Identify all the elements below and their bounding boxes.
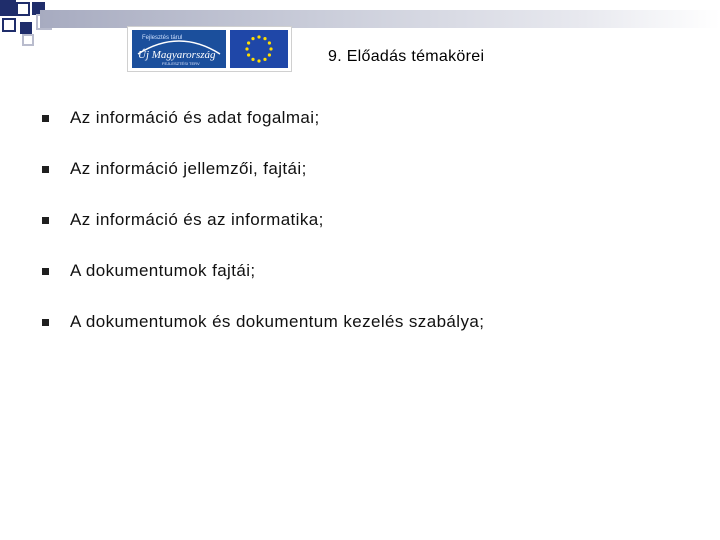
- decor-square-6: [20, 22, 32, 34]
- eu-flag-logo: [230, 30, 288, 68]
- logo-banner: [127, 26, 292, 72]
- list-item: [42, 210, 484, 261]
- decor-square-2: [16, 2, 30, 16]
- logo-caption: Fejlesztés tárul: [142, 35, 183, 41]
- decor-square-7: [22, 34, 34, 46]
- square-bullet-icon: [42, 268, 49, 275]
- uj-magyarorszag-logo-icon: [132, 30, 226, 68]
- list-item: [42, 108, 484, 159]
- square-bullet-icon: [42, 217, 49, 224]
- topic-list: [42, 108, 484, 363]
- list-item: [42, 159, 484, 210]
- square-bullet-icon: [42, 166, 49, 173]
- eu-stars-icon: [230, 30, 288, 68]
- decor-square-5: [2, 18, 16, 32]
- decor-square-1: [0, 0, 16, 16]
- logo-main-text: Új Magyarország: [138, 49, 216, 61]
- list-item: [42, 312, 484, 363]
- list-item-text: A dokumentumok és dokumentum kezelés szabálya;: [70, 312, 485, 331]
- list-item-text: Az információ és adat fogalmai;: [70, 108, 320, 127]
- list-item-text: Az információ jellemzői, fajtái;: [70, 159, 307, 178]
- square-bullet-icon: [42, 319, 49, 326]
- list-item-text: Az információ és az informatika;: [70, 210, 324, 229]
- square-bullet-icon: [42, 115, 49, 122]
- list-item-text: A dokumentumok fajtái;: [70, 261, 256, 280]
- list-item: [42, 261, 484, 312]
- slide-title: 9. Előadás témakörei: [328, 48, 485, 65]
- logo-sub-text: FEJLESZTÉSI TERV: [162, 61, 200, 66]
- uj-magyarorszag-logo: [132, 30, 226, 68]
